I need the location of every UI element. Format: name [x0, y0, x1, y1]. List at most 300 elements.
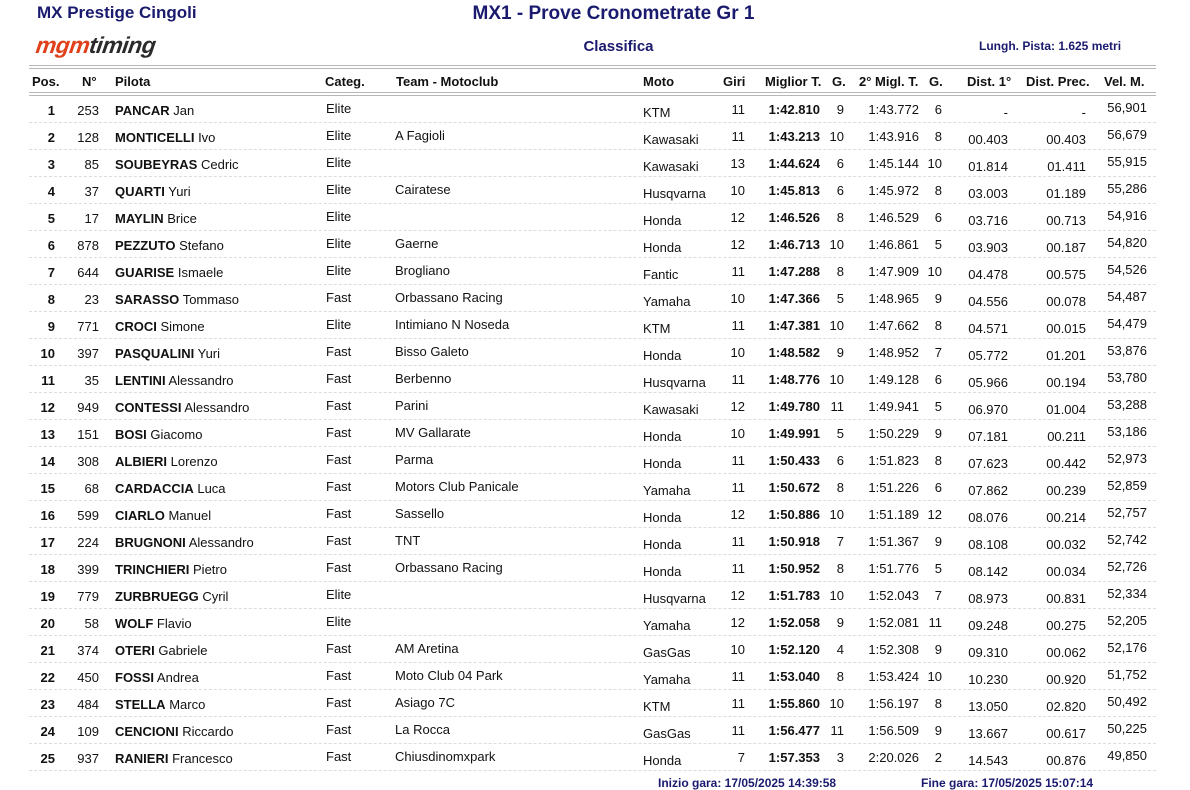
row-laps: 10 — [730, 345, 745, 360]
row-moto: Yamaha — [643, 618, 691, 633]
row-category: Elite — [326, 614, 352, 629]
row-gap-prev: 00.575 — [1046, 267, 1086, 282]
row-gap-first: 06.970 — [968, 402, 1008, 417]
row-gap-prev: 00.034 — [1046, 564, 1086, 579]
row-pilot — [115, 130, 215, 145]
row-team: Orbassano Racing — [395, 290, 503, 305]
row-avg-speed: 52,859 — [1107, 478, 1147, 493]
row-second-lap: 7 — [934, 588, 942, 603]
row-avg-speed: 54,479 — [1107, 316, 1147, 331]
row-best-lap: 6 — [836, 156, 844, 171]
col-num: N° — [82, 74, 97, 89]
row-pilot-name: Manuel — [168, 508, 212, 523]
row-avg-speed: 54,820 — [1107, 235, 1147, 250]
row-gap-first: 04.571 — [968, 321, 1008, 336]
row-category: Fast — [326, 425, 352, 440]
row-team: Orbassano Racing — [395, 560, 503, 575]
row-moto: Kawasaki — [643, 159, 699, 174]
row-pilot — [115, 103, 194, 118]
row-best-time: 1:47.381 — [768, 318, 820, 333]
row-team: TNT — [395, 533, 421, 548]
row-gap-first: 10.230 — [968, 672, 1008, 687]
row-pilot — [115, 535, 254, 550]
row-pilot — [115, 454, 218, 469]
row-number: 58 — [84, 616, 99, 631]
table-row — [0, 663, 1190, 690]
row-gap-prev: 01.201 — [1046, 348, 1086, 363]
row-category: Fast — [326, 722, 352, 737]
col-gapprev: Dist. Prec. — [1026, 74, 1090, 89]
row-category: Fast — [326, 749, 352, 764]
table-row — [0, 528, 1190, 555]
col-second: 2° Migl. T. — [859, 74, 919, 89]
row-moto: Yamaha — [643, 672, 691, 687]
row-best-time: 1:52.120 — [768, 642, 820, 657]
table-row — [0, 285, 1190, 312]
row-laps: 11 — [731, 696, 745, 711]
row-laps: 10 — [730, 183, 745, 198]
row-laps: 12 — [730, 210, 745, 225]
row-moto: KTM — [643, 105, 671, 120]
row-best-time: 1:47.366 — [768, 291, 820, 306]
row-laps: 11 — [731, 318, 745, 333]
row-pilot-surname: RANIERI — [115, 751, 169, 766]
row-best-time: 1:53.040 — [768, 669, 820, 684]
row-moto: Honda — [643, 348, 682, 363]
row-pilot-surname: MONTICELLI — [115, 130, 195, 145]
row-second-time: 1:51.189 — [868, 507, 919, 522]
row-pos: 9 — [47, 319, 55, 334]
row-gap-first: 08.108 — [968, 537, 1008, 552]
row-pos: 6 — [47, 238, 55, 253]
row-best-time: 1:46.526 — [768, 210, 820, 225]
row-gap-prev: 00.062 — [1046, 645, 1086, 660]
row-number: 771 — [77, 319, 99, 334]
row-second-lap: 5 — [934, 399, 942, 414]
row-number: 151 — [77, 427, 99, 442]
row-pilot-surname: CIARLO — [115, 508, 165, 523]
row-laps: 12 — [730, 399, 745, 414]
row-best-lap: 7 — [836, 534, 844, 549]
row-gap-prev: 00.831 — [1046, 591, 1086, 606]
row-pilot — [115, 265, 223, 280]
row-gap-prev: 00.275 — [1046, 618, 1086, 633]
logo-mgm: mgm — [34, 32, 92, 58]
row-second-lap: 9 — [934, 426, 942, 441]
row-gap-prev: 00.876 — [1046, 753, 1086, 768]
row-best-time: 1:48.776 — [768, 372, 820, 387]
row-second-lap: 8 — [934, 453, 942, 468]
row-gap-prev: 00.442 — [1046, 456, 1086, 471]
row-second-lap: 7 — [934, 345, 942, 360]
row-second-lap: 10 — [927, 156, 942, 171]
row-avg-speed: 52,205 — [1107, 613, 1147, 628]
row-pilot-name: Gabriele — [158, 643, 208, 658]
row-best-lap: 10 — [829, 372, 844, 387]
table-row — [0, 312, 1190, 339]
row-avg-speed: 52,973 — [1107, 451, 1147, 466]
row-pilot — [115, 508, 211, 523]
row-moto: Husqvarna — [643, 375, 706, 390]
row-pilot — [115, 697, 205, 712]
row-second-time: 1:43.772 — [868, 102, 919, 117]
logo-timing: timing — [87, 32, 158, 58]
row-gap-first: 13.050 — [968, 699, 1008, 714]
row-second-time: 1:46.861 — [868, 237, 919, 252]
row-pilot-name: Ismaele — [177, 265, 224, 280]
row-pilot-name: Flavio — [156, 616, 192, 631]
row-pilot-name: Lorenzo — [170, 454, 218, 469]
table-row — [0, 366, 1190, 393]
row-best-lap: 10 — [829, 588, 844, 603]
row-best-lap: 6 — [836, 453, 844, 468]
row-moto: KTM — [643, 699, 671, 714]
row-pilot — [115, 373, 234, 388]
row-laps: 12 — [730, 615, 745, 630]
table-row — [0, 636, 1190, 663]
row-best-time: 1:50.886 — [768, 507, 820, 522]
row-laps: 11 — [731, 102, 745, 117]
row-avg-speed: 53,876 — [1107, 343, 1147, 358]
row-category: Fast — [326, 290, 352, 305]
row-avg-speed: 54,487 — [1107, 289, 1147, 304]
row-best-lap: 10 — [829, 129, 844, 144]
col-laps: Giri — [723, 74, 746, 89]
table-row — [0, 690, 1190, 717]
row-avg-speed: 52,334 — [1107, 586, 1147, 601]
row-moto: Honda — [643, 456, 682, 471]
row-pilot-surname: SOUBEYRAS — [115, 157, 198, 172]
row-best-lap: 5 — [836, 426, 844, 441]
row-team: Gaerne — [395, 236, 439, 251]
row-moto: Honda — [643, 537, 682, 552]
row-pilot-surname: CARDACCIA — [115, 481, 194, 496]
row-pos: 4 — [47, 184, 55, 199]
row-number: 937 — [77, 751, 99, 766]
row-category: Fast — [326, 371, 352, 386]
row-pilot — [115, 751, 233, 766]
row-second-time: 1:46.529 — [868, 210, 919, 225]
row-pilot — [115, 616, 192, 631]
row-moto: KTM — [643, 321, 671, 336]
row-pilot-surname: FOSSI — [115, 670, 155, 685]
row-pos: 14 — [40, 454, 55, 469]
row-gap-first: 05.966 — [968, 375, 1008, 390]
row-gap-first: 14.543 — [968, 753, 1008, 768]
row-pilot — [115, 319, 205, 334]
row-pilot — [115, 481, 226, 496]
row-second-lap: 9 — [934, 723, 942, 738]
row-pilot-surname: GUARISE — [115, 265, 175, 280]
row-best-lap: 9 — [836, 102, 844, 117]
row-pilot-surname: WOLF — [115, 616, 154, 631]
row-laps: 10 — [730, 291, 745, 306]
row-category: Fast — [326, 668, 352, 683]
row-team: A Fagioli — [395, 128, 445, 143]
table-row — [0, 393, 1190, 420]
row-pilot-name: Brice — [167, 211, 197, 226]
col-moto: Moto — [643, 74, 675, 89]
row-pilot-name: Alessandro — [188, 535, 254, 550]
row-pilot-surname: CENCIONI — [115, 724, 179, 739]
row-second-time: 1:45.972 — [868, 183, 919, 198]
row-pilot — [115, 184, 191, 199]
row-moto: Kawasaki — [643, 132, 699, 147]
row-category: Elite — [326, 209, 352, 224]
row-second-lap: 6 — [934, 372, 942, 387]
row-second-lap: 9 — [934, 291, 942, 306]
row-avg-speed: 56,901 — [1107, 100, 1147, 115]
row-pos: 19 — [40, 589, 55, 604]
row-number: 484 — [77, 697, 99, 712]
row-number: 397 — [77, 346, 99, 361]
row-best-time: 1:52.058 — [768, 615, 820, 630]
row-pos: 8 — [47, 292, 55, 307]
row-team: Parini — [395, 398, 429, 413]
row-second-lap: 6 — [934, 480, 942, 495]
table-row — [0, 123, 1190, 150]
row-pilot-surname: ALBIERI — [115, 454, 167, 469]
row-category: Fast — [326, 641, 352, 656]
row-gap-first: 08.142 — [968, 564, 1008, 579]
row-second-time: 1:50.229 — [868, 426, 919, 441]
row-pos: 15 — [40, 481, 55, 496]
row-gap-prev: 00.920 — [1046, 672, 1086, 687]
row-gap-prev: 00.194 — [1046, 375, 1086, 390]
table-row — [0, 96, 1190, 123]
row-best-time: 1:43.213 — [768, 129, 820, 144]
row-pos: 7 — [47, 265, 55, 280]
row-number: 308 — [77, 454, 99, 469]
row-number: 85 — [84, 157, 99, 172]
row-laps: 13 — [730, 156, 745, 171]
table-row — [0, 420, 1190, 447]
row-best-lap: 10 — [829, 507, 844, 522]
row-number: 644 — [77, 265, 99, 280]
row-best-time: 1:49.780 — [768, 399, 820, 414]
row-pilot-surname: PEZZUTO — [115, 238, 176, 253]
row-category: Elite — [326, 236, 352, 251]
row-best-time: 1:49.991 — [768, 426, 820, 441]
row-second-lap: 8 — [934, 129, 942, 144]
row-number: 399 — [77, 562, 99, 577]
row-team: Sassello — [395, 506, 445, 521]
row-best-lap: 3 — [836, 750, 844, 765]
row-moto: Honda — [643, 213, 682, 228]
row-second-lap: 6 — [934, 102, 942, 117]
row-pos: 10 — [40, 346, 55, 361]
row-number: 374 — [77, 643, 99, 658]
row-second-lap: 8 — [934, 183, 942, 198]
col-cat: Categ. — [325, 74, 365, 89]
row-category: Fast — [326, 344, 352, 359]
table-row — [0, 150, 1190, 177]
row-number: 878 — [77, 238, 99, 253]
row-gap-prev: 00.403 — [1046, 132, 1086, 147]
row-second-lap: 10 — [927, 669, 942, 684]
row-laps: 7 — [737, 750, 745, 765]
row-pilot-surname: ZURBRUEGG — [115, 589, 199, 604]
row-gap-first: 07.862 — [968, 483, 1008, 498]
row-avg-speed: 50,225 — [1107, 721, 1147, 736]
row-pilot-name: Yuri — [168, 184, 191, 199]
row-second-time: 1:51.367 — [868, 534, 919, 549]
row-best-lap: 5 — [836, 291, 844, 306]
row-laps: 12 — [730, 588, 745, 603]
row-laps: 10 — [730, 642, 745, 657]
row-team: Bisso Galeto — [395, 344, 469, 359]
row-gap-prev: 00.032 — [1046, 537, 1086, 552]
row-best-time: 1:50.672 — [768, 480, 820, 495]
row-separator — [29, 770, 1156, 771]
col-best-lap: G. — [832, 74, 846, 89]
row-avg-speed: 52,726 — [1107, 559, 1147, 574]
row-second-time: 2:20.026 — [868, 750, 919, 765]
row-best-time: 1:51.783 — [768, 588, 820, 603]
row-avg-speed: 53,186 — [1107, 424, 1147, 439]
row-moto: Husqvarna — [643, 591, 706, 606]
row-laps: 11 — [731, 534, 745, 549]
row-gap-prev: 00.713 — [1046, 213, 1086, 228]
row-number: 23 — [84, 292, 99, 307]
row-second-lap: 8 — [934, 696, 942, 711]
row-best-lap: 8 — [836, 480, 844, 495]
row-number: 253 — [77, 103, 99, 118]
row-moto: Yamaha — [643, 483, 691, 498]
row-avg-speed: 55,915 — [1107, 154, 1147, 169]
row-laps: 11 — [731, 129, 745, 144]
row-category: Elite — [326, 587, 352, 602]
row-best-lap: 9 — [836, 345, 844, 360]
row-second-lap: 8 — [934, 318, 942, 333]
row-avg-speed: 51,752 — [1107, 667, 1147, 682]
row-second-time: 1:56.509 — [868, 723, 919, 738]
row-avg-speed: 52,742 — [1107, 532, 1147, 547]
row-second-lap: 9 — [934, 642, 942, 657]
row-team: MV Gallarate — [395, 425, 471, 440]
row-category: Elite — [326, 101, 352, 116]
table-row — [0, 609, 1190, 636]
row-best-lap: 9 — [836, 615, 844, 630]
row-pilot-name: Alessandro — [184, 400, 250, 415]
row-pos: 12 — [40, 400, 55, 415]
row-number: 224 — [77, 535, 99, 550]
row-moto: GasGas — [643, 726, 691, 741]
row-pos: 17 — [40, 535, 55, 550]
row-pilot-surname: MAYLIN — [115, 211, 164, 226]
row-pilot — [115, 157, 239, 172]
row-team: Moto Club 04 Park — [395, 668, 503, 683]
row-number: 450 — [77, 670, 99, 685]
table-row — [0, 501, 1190, 528]
row-second-time: 1:52.081 — [868, 615, 919, 630]
row-gap-prev: 00.239 — [1046, 483, 1086, 498]
row-gap-first: 03.003 — [968, 186, 1008, 201]
col-second-lap: G. — [929, 74, 943, 89]
row-pilot-surname: SARASSO — [115, 292, 180, 307]
row-team: Berbenno — [395, 371, 452, 386]
row-team: Parma — [395, 452, 434, 467]
row-team: Motors Club Panicale — [395, 479, 519, 494]
header-divider — [29, 65, 1156, 66]
row-gap-prev: 02.820 — [1046, 699, 1086, 714]
row-avg-speed: 53,288 — [1107, 397, 1147, 412]
row-pos: 21 — [40, 643, 55, 658]
row-second-time: 1:49.128 — [868, 372, 919, 387]
col-team: Team - Motoclub — [396, 74, 499, 89]
table-row — [0, 744, 1190, 771]
row-category: Fast — [326, 398, 352, 413]
table-row — [0, 177, 1190, 204]
row-second-time: 1:51.823 — [868, 453, 919, 468]
row-avg-speed: 49,850 — [1107, 748, 1147, 763]
row-category: Fast — [326, 695, 352, 710]
row-gap-first: 03.903 — [968, 240, 1008, 255]
row-pilot-surname: STELLA — [115, 697, 166, 712]
row-team: Asiago 7C — [395, 695, 455, 710]
col-pilot: Pilota — [115, 74, 151, 89]
row-category: Fast — [326, 479, 352, 494]
row-pos: 24 — [40, 724, 55, 739]
row-second-time: 1:47.909 — [868, 264, 919, 279]
col-gap1: Dist. 1° — [967, 74, 1012, 89]
row-best-lap: 8 — [836, 669, 844, 684]
row-category: Fast — [326, 452, 352, 467]
session-title: MX1 - Prove Cronometrate Gr 1 — [472, 3, 755, 24]
row-laps: 11 — [731, 561, 745, 576]
row-pos: 16 — [40, 508, 55, 523]
row-pilot-name: Giacomo — [150, 427, 203, 442]
row-gap-first: 08.076 — [968, 510, 1008, 525]
row-gap-first: 07.181 — [968, 429, 1008, 444]
row-moto: Honda — [643, 564, 682, 579]
row-second-time: 1:56.197 — [868, 696, 919, 711]
row-pilot — [115, 562, 227, 577]
row-team: Cairatese — [395, 182, 451, 197]
row-best-time: 1:42.810 — [768, 102, 820, 117]
row-pos: 1 — [47, 103, 55, 118]
row-category: Fast — [326, 533, 352, 548]
row-avg-speed: 53,780 — [1107, 370, 1147, 385]
row-pos: 5 — [47, 211, 55, 226]
row-gap-prev: 00.187 — [1046, 240, 1086, 255]
row-best-lap: 11 — [830, 399, 844, 414]
row-gap-first: 00.403 — [968, 132, 1008, 147]
row-pilot — [115, 292, 239, 307]
row-gap-first: 08.973 — [968, 591, 1008, 606]
row-category: Elite — [326, 263, 352, 278]
row-pilot-name: Stefano — [179, 238, 224, 253]
row-pos: 25 — [40, 751, 55, 766]
row-moto: Kawasaki — [643, 402, 699, 417]
row-number: 779 — [77, 589, 99, 604]
row-pilot-surname: PANCAR — [115, 103, 170, 118]
row-avg-speed: 55,286 — [1107, 181, 1147, 196]
row-avg-speed: 52,176 — [1107, 640, 1147, 655]
row-pilot-name: Ivo — [198, 130, 216, 145]
event-title: MX Prestige Cingoli — [37, 3, 197, 22]
row-gap-first: 03.716 — [968, 213, 1008, 228]
row-moto: Yamaha — [643, 294, 691, 309]
row-pilot-name: Andrea — [156, 670, 199, 685]
table-row — [0, 339, 1190, 366]
row-best-lap: 8 — [836, 264, 844, 279]
row-gap-first: 09.248 — [968, 618, 1008, 633]
row-avg-speed: 56,679 — [1107, 127, 1147, 142]
row-best-time: 1:44.624 — [768, 156, 820, 171]
row-best-lap: 8 — [836, 210, 844, 225]
row-second-lap: 9 — [934, 534, 942, 549]
